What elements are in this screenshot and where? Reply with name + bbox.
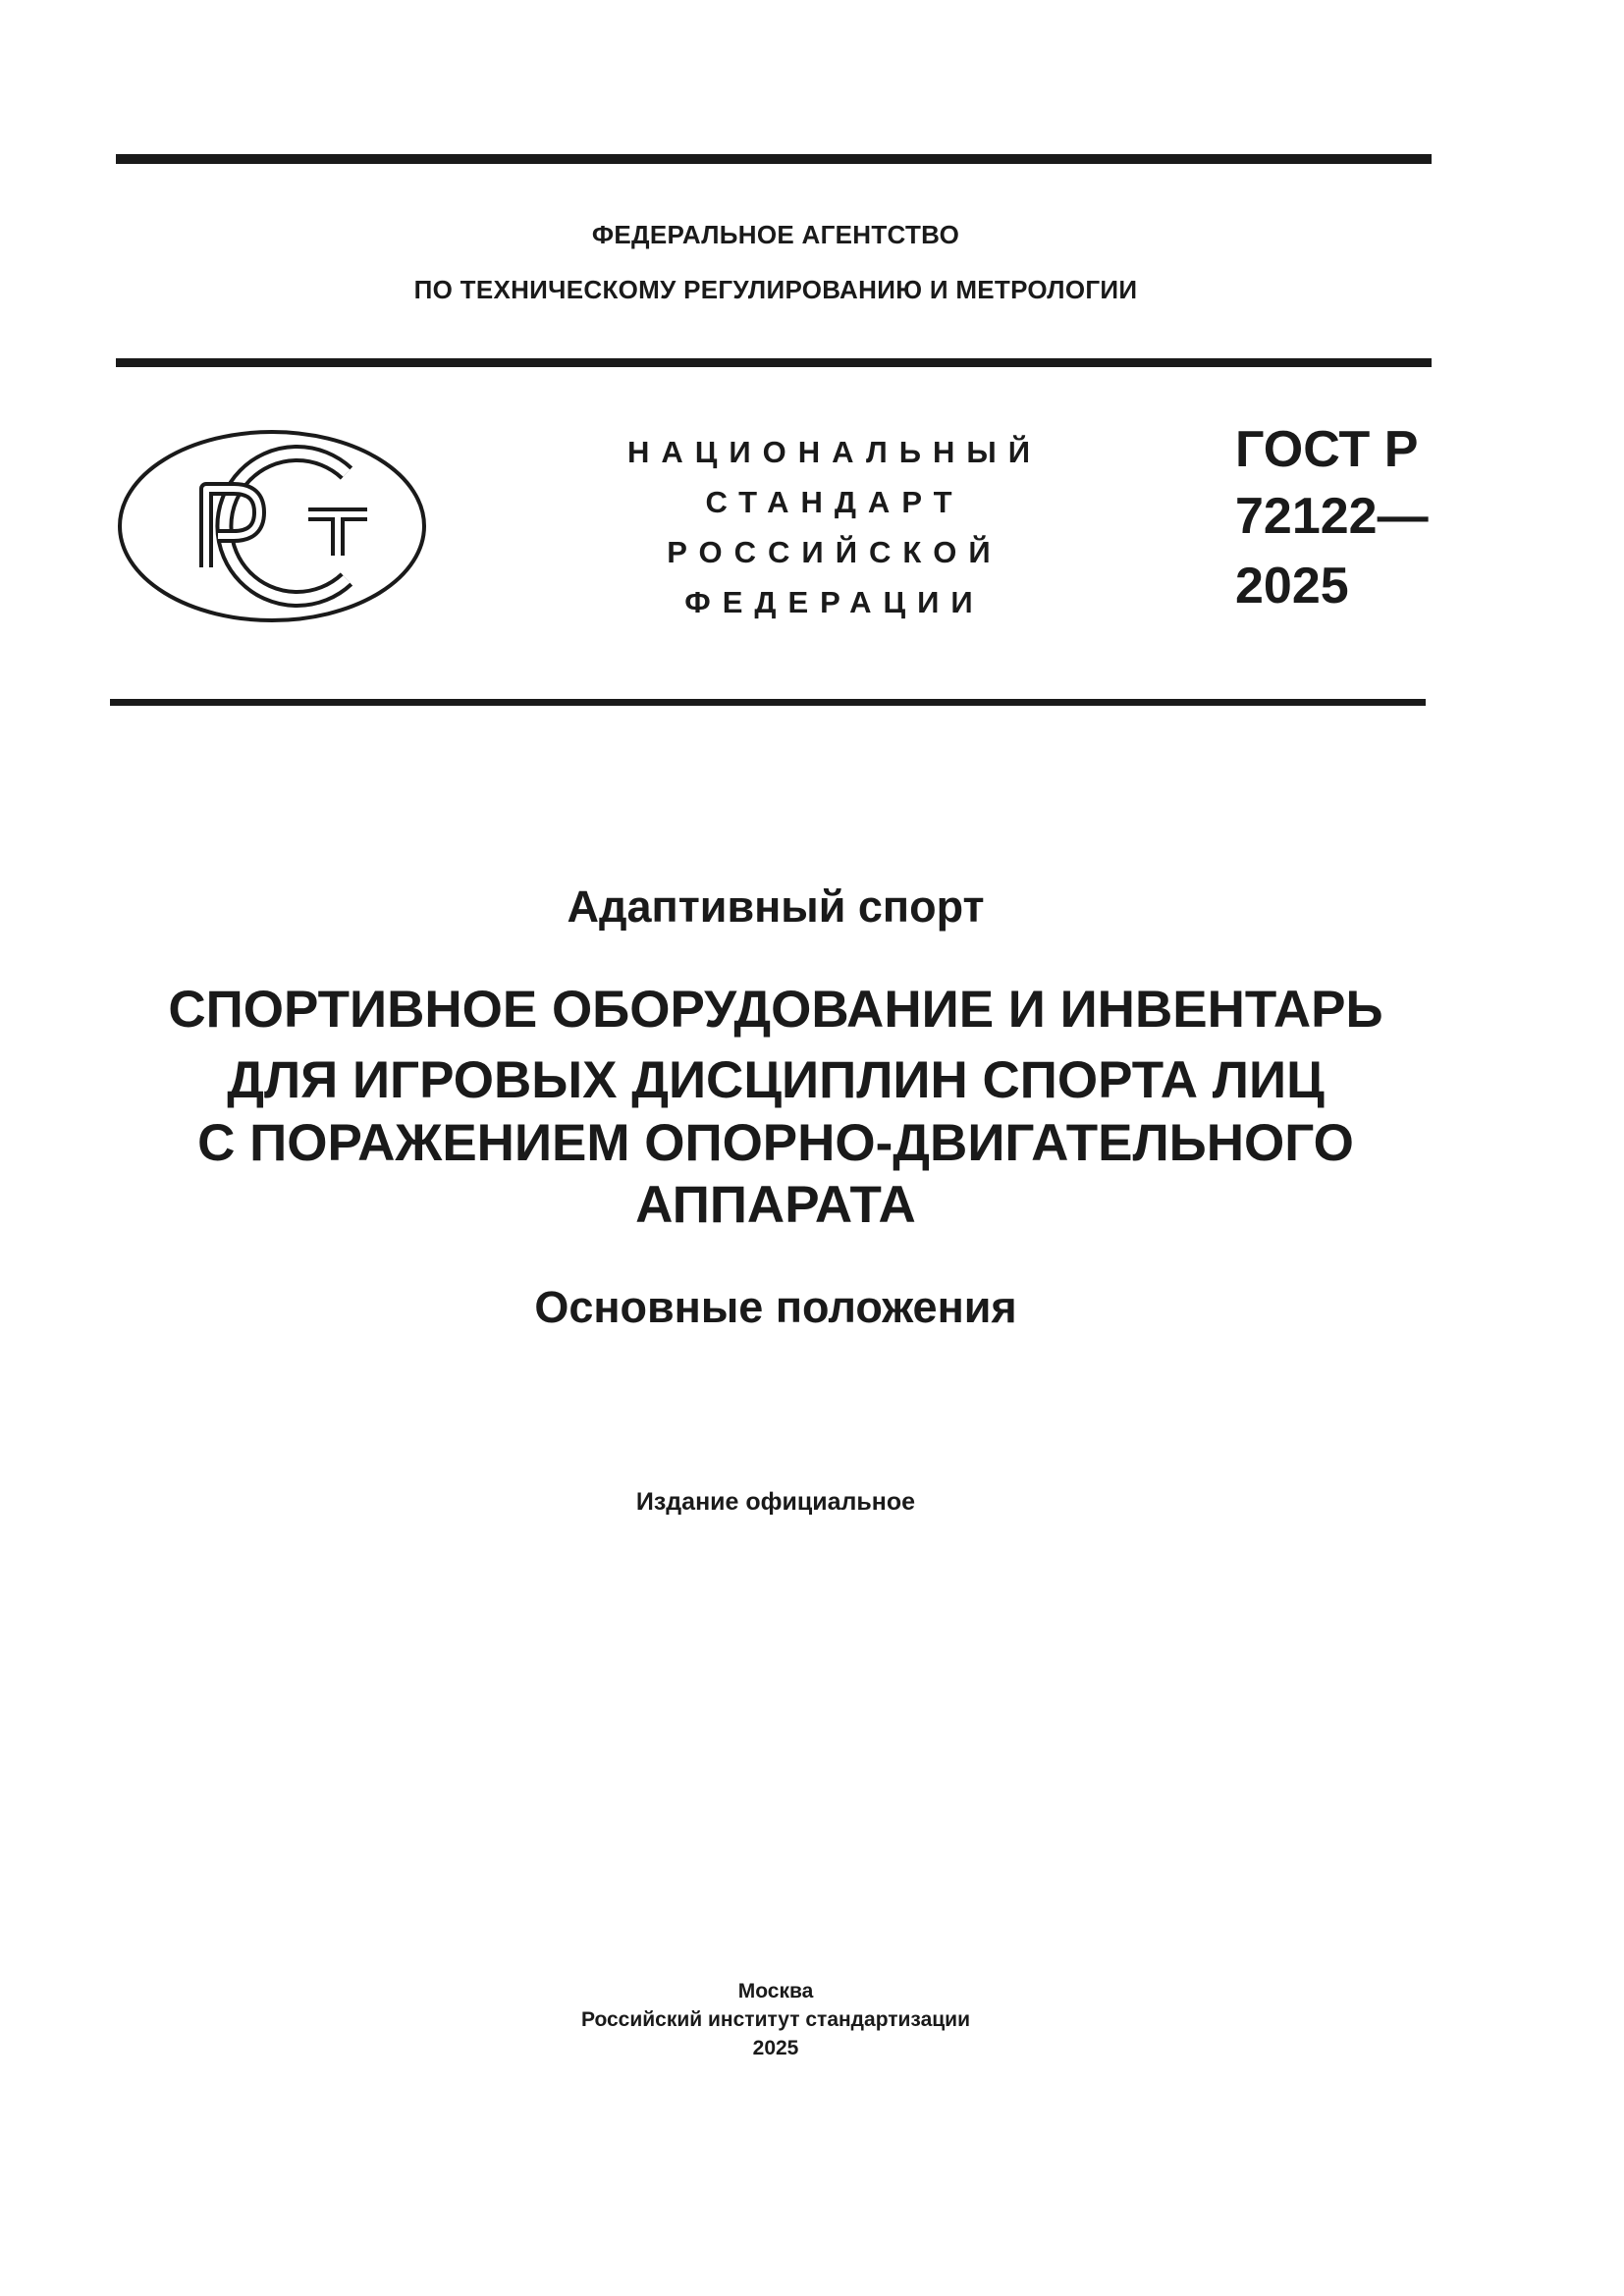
standard-designation-line-1: ГОСТ Р — [1235, 421, 1419, 478]
middle-rule — [116, 358, 1432, 367]
agency-name-line-2: ПО ТЕХНИЧЕСКОМУ РЕГУЛИРОВАНИЮ И МЕТРОЛОГИИ — [413, 275, 1138, 304]
agency-name-line-1: ФЕДЕРАЛЬНОЕ АГЕНТСТВО — [591, 220, 960, 249]
document-title-line-4: АППАРАТА — [635, 1176, 916, 1234]
bottom-rule — [110, 699, 1426, 706]
document-title-line-3: С ПОРАЖЕНИЕМ ОПОРНО-ДВИГАТЕЛЬНОГО — [197, 1114, 1354, 1172]
national-standard-line-3: РОССИЙСКОЙ — [667, 535, 1002, 569]
subject-heading: Адаптивный спорт — [567, 881, 985, 932]
standard-designation-line-2: 72122— — [1235, 488, 1429, 545]
document-subtitle: Основные положения — [534, 1282, 1017, 1332]
imprint-year: 2025 — [752, 2037, 799, 2059]
imprint-publisher: Российский институт стандартизации — [580, 2008, 971, 2031]
national-standard-line-4: ФЕДЕРАЦИИ — [684, 585, 985, 619]
top-rule — [116, 154, 1432, 164]
rst-certification-mark-icon — [116, 428, 428, 624]
document-title-line-1: СПОРТИВНОЕ ОБОРУДОВАНИЕ И ИНВЕНТАРЬ — [168, 981, 1383, 1039]
national-standard-line-1: НАЦИОНАЛЬНЫЙ — [626, 435, 1043, 469]
standard-designation-line-3: 2025 — [1235, 558, 1349, 614]
edition-note: Издание официальное — [635, 1488, 916, 1516]
document-title-line-2: ДЛЯ ИГРОВЫХ ДИСЦИПЛИН СПОРТА ЛИЦ — [227, 1051, 1325, 1109]
imprint-city: Москва — [737, 1980, 814, 2002]
national-standard-line-2: СТАНДАРТ — [705, 485, 964, 519]
